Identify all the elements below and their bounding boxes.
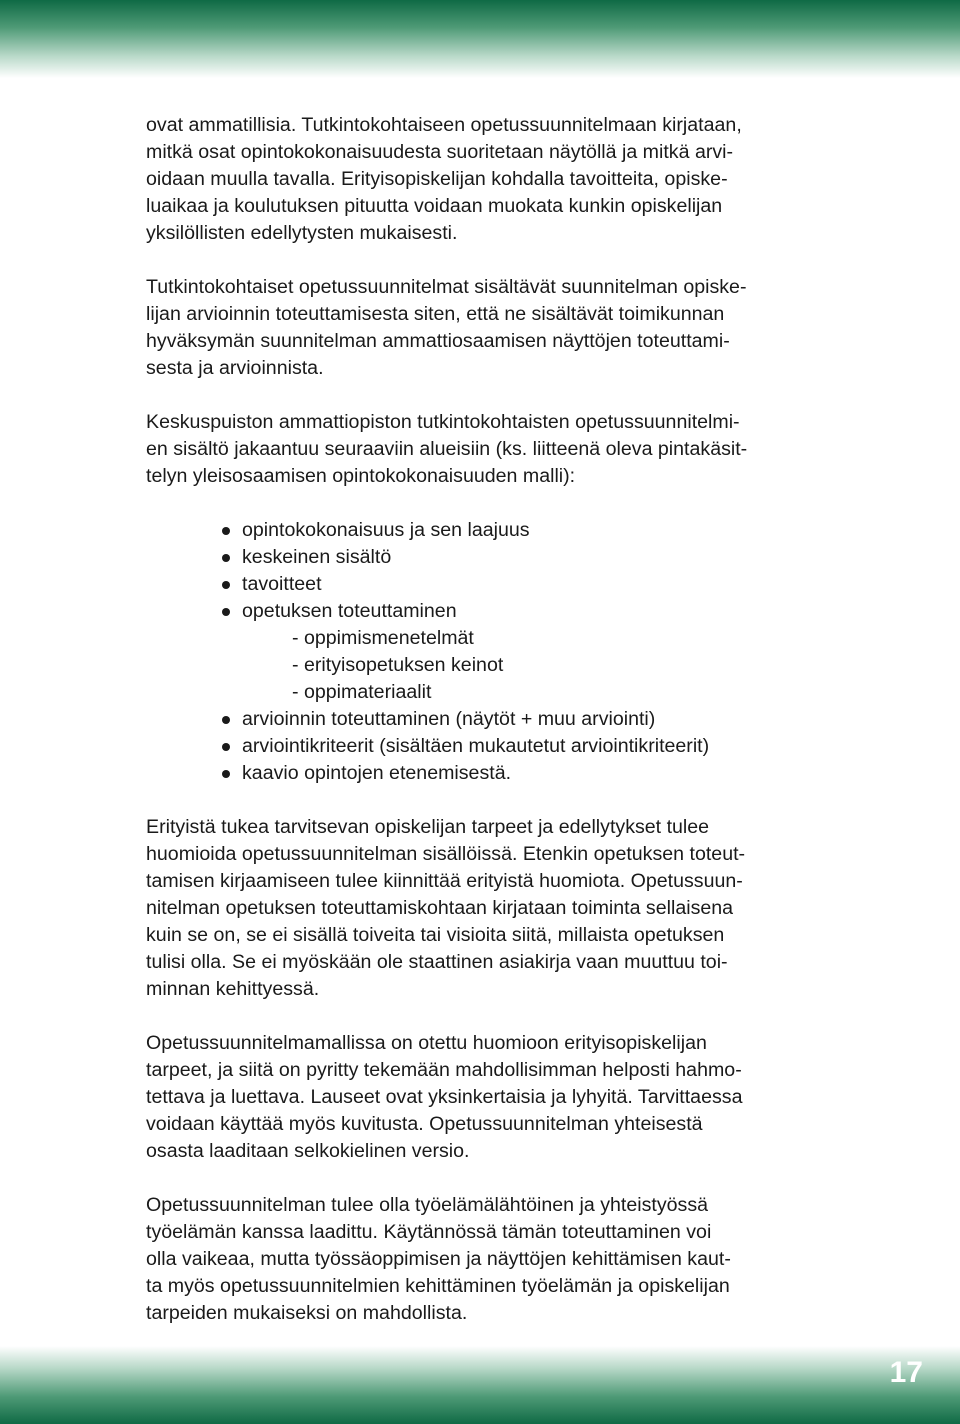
sub-list-item: - oppimismenetelmät	[292, 627, 474, 649]
text-line: Tutkintokohtaiset opetussuunnitelmat sisältävät suunnitelman opiske-	[146, 276, 747, 298]
text-line: ovat ammatillisia. Tutkintokohtaiseen opetussuunnitelmaan kirjataan,	[146, 114, 742, 136]
list-item: arvioinnin toteuttaminen (näytöt + muu arviointi)	[242, 706, 852, 733]
paragraph	[146, 814, 852, 1003]
text-line: olla vaikeaa, mutta työssäoppimisen ja näyttöjen kehittämisen kaut-	[146, 1248, 731, 1270]
text-line: voidaan käyttää myös kuvitusta. Opetussuunnitelman yhteisestä	[146, 1113, 703, 1135]
text-line: mitkä osat opintokokonaisuudesta suoritetaan näytöllä ja mitkä arvi-	[146, 141, 734, 163]
text-line: kuin se on, se ei sisällä toiveita tai visioita siitä, millaista opetuksen	[146, 924, 725, 946]
footer-gradient-band	[0, 1346, 960, 1424]
text-line: tarpeet, ja siitä on pyritty tekemään mahdollisimman helposti hahmo-	[146, 1059, 742, 1081]
text-line: osasta laaditaan selkokielinen versio.	[146, 1140, 470, 1162]
text-line: tamisen kirjaamiseen tulee kiinnittää erityistä huomiota. Opetussuun-	[146, 870, 743, 892]
paragraph	[146, 1030, 852, 1165]
text-line: telyn yleisosaamisen opintokokonaisuuden malli):	[146, 465, 576, 487]
list-item: kaavio opintojen etenemisestä.	[242, 760, 852, 787]
header-gradient-band	[0, 0, 960, 78]
list-item: tavoitteet	[242, 571, 852, 598]
list-item: arviointikriteerit (sisältäen mukautetut arviointikriteerit)	[242, 733, 852, 760]
text-line: tettava ja luettava. Lauseet ovat yksinkertaisia ja lyhyitä. Tarvittaessa	[146, 1086, 743, 1108]
text-line: en sisältö jakaantuu seuraaviin alueisiin (ks. liitteenä oleva pintakäsit-	[146, 438, 748, 460]
list-item: opintokokonaisuus ja sen laajuus	[242, 517, 852, 544]
text-line: luaikaa ja koulutuksen pituutta voidaan muokata kunkin opiskelijan	[146, 195, 723, 217]
text-line: huomioida opetussuunnitelman sisällöissä. Etenkin opetuksen toteut-	[146, 843, 746, 865]
text-line: tarpeiden mukaiseksi on mahdollista.	[146, 1302, 468, 1324]
text-line: tulisi olla. Se ei myöskään ole staattinen asiakirja vaan muuttuu toi-	[146, 951, 728, 973]
text-line: hyväksymän suunnitelman ammattiosaamisen näyttöjen toteuttami-	[146, 330, 730, 352]
paragraphs-before-list	[146, 112, 852, 490]
page-body	[146, 112, 852, 1354]
paragraph	[146, 112, 852, 247]
text-line: lijan arvioinnin toteuttamisesta siten, että ne sisältävät toimikunnan	[146, 303, 725, 325]
text-line: yksilöllisten edellytysten mukaisesti.	[146, 222, 458, 244]
page-number: 17	[889, 1356, 923, 1389]
sub-list-item: - oppimateriaalit	[292, 681, 432, 703]
text-line: Keskuspuiston ammattiopiston tutkintokohtaisten opetussuunnitelmi-	[146, 411, 740, 433]
sub-list-item: - erityisopetuksen keinot	[292, 654, 504, 676]
paragraphs-after-list	[146, 814, 852, 1327]
text-line: minnan kehittyessä.	[146, 978, 320, 1000]
text-line: Opetussuunnitelmamallissa on otettu huomioon erityisopiskelijan	[146, 1032, 707, 1054]
list-item: keskeinen sisältö	[242, 544, 852, 571]
text-line: nitelman opetuksen toteuttamiskohtaan kirjataan toiminta sellaisena	[146, 897, 734, 919]
text-line: Opetussuunnitelman tulee olla työelämälähtöinen ja yhteistyössä	[146, 1194, 709, 1216]
text-line: oidaan muulla tavalla. Erityisopiskelijan kohdalla tavoitteita, opiske-	[146, 168, 728, 190]
text-line: sesta ja arvioinnista.	[146, 357, 324, 379]
text-line: Erityistä tukea tarvitsevan opiskelijan tarpeet ja edellytykset tulee	[146, 816, 710, 838]
paragraph	[146, 1192, 852, 1327]
list-item: opetuksen toteuttaminen	[242, 598, 852, 625]
bullet-list	[146, 517, 852, 787]
paragraph	[146, 409, 852, 490]
paragraph	[146, 274, 852, 382]
text-line: ta myös opetussuunnitelmien kehittäminen työelämän ja opiskelijan	[146, 1275, 730, 1297]
text-line: työelämän kanssa laadittu. Käytännössä tämän toteuttaminen voi	[146, 1221, 712, 1243]
